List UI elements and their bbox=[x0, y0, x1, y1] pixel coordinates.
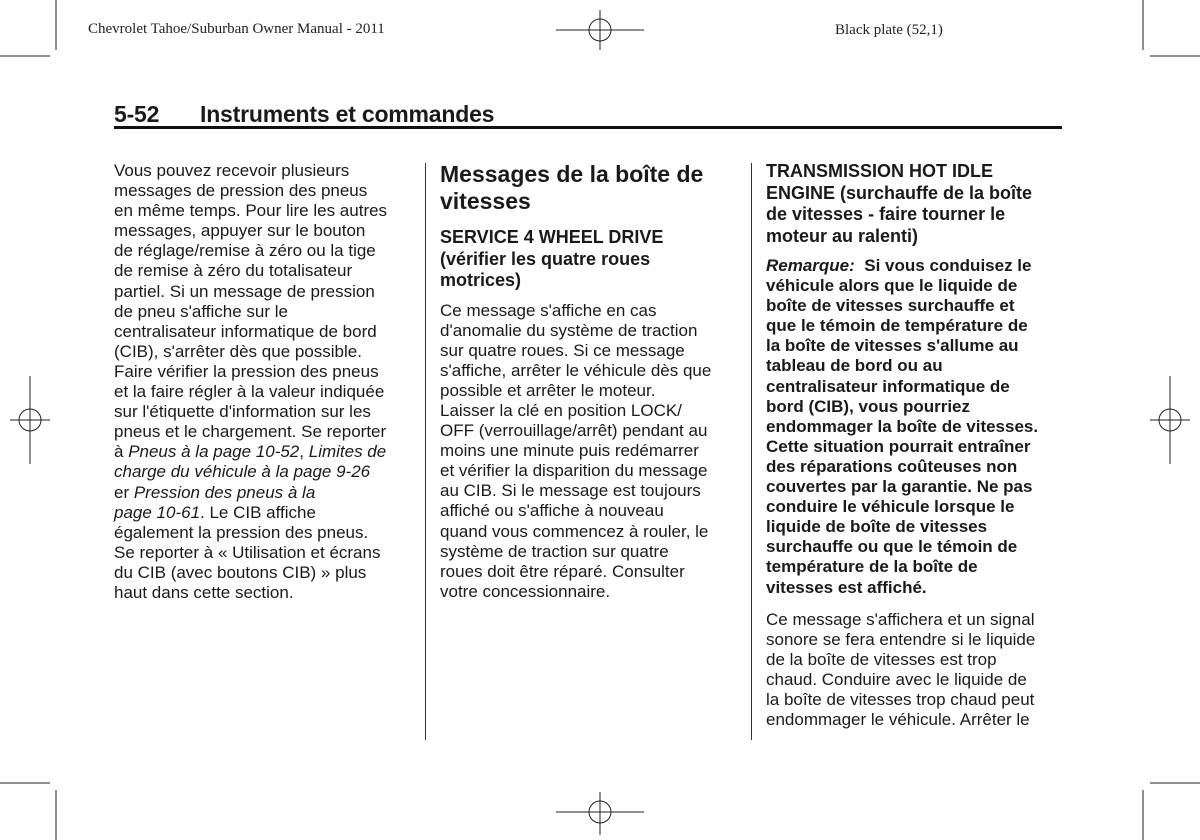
text-line bbox=[114, 442, 414, 462]
text-line: de pneu s'affiche sur le bbox=[114, 301, 288, 321]
notice-line: des réparations coûteuses non bbox=[766, 456, 1018, 476]
text-line: en même temps. Pour lire les autres bbox=[114, 201, 388, 221]
text-line: au CIB. Si le message est toujours bbox=[440, 481, 701, 501]
notice-line: liquide de boîte de vitesses bbox=[766, 517, 988, 537]
notice-line: centralisateur informatique de bbox=[766, 376, 1010, 396]
text-line: quand vous commencez à rouler, le bbox=[440, 521, 709, 541]
notice-line: surchauffe ou que le témoin de bbox=[766, 537, 1018, 557]
registration-mark-bottom bbox=[556, 792, 644, 835]
text-line bbox=[114, 483, 414, 503]
notice-line: couvertes par la garantie. Ne pas bbox=[766, 477, 1033, 497]
plate-label: Black plate (52,1) bbox=[835, 22, 943, 38]
message-heading: de vitesses - faire tourner le bbox=[766, 204, 1006, 224]
link-load-limits-cont[interactable]: charge du véhicule à la page 9-26 bbox=[114, 462, 371, 482]
notice-text: Si vous conduisez le bbox=[864, 256, 1032, 275]
text-fragment: er bbox=[114, 482, 134, 502]
text-line: Vous pouvez recevoir plusieurs bbox=[114, 161, 350, 180]
column-divider bbox=[751, 163, 752, 740]
notice-line: que le témoin de température de bbox=[766, 316, 1028, 336]
text-line: Se reporter à « Utilisation et écrans bbox=[114, 542, 381, 562]
notice-line: bord (CIB), vous pourriez bbox=[766, 396, 970, 416]
text-line: système de traction sur quatre bbox=[440, 541, 669, 561]
section-title: Instruments et commandes bbox=[200, 101, 495, 127]
text-line: moins une minute puis redémarrer bbox=[440, 441, 699, 461]
column-left bbox=[114, 161, 414, 603]
registration-mark-right bbox=[1150, 376, 1190, 464]
notice-line: boîte de vitesses surchauffe et bbox=[766, 296, 1015, 316]
notice-line bbox=[766, 256, 1066, 276]
text-line: pneus et le chargement. Se reporter bbox=[114, 422, 387, 442]
text-line bbox=[114, 503, 414, 523]
column-divider bbox=[425, 163, 426, 740]
column-right bbox=[766, 161, 1066, 730]
notice-line: température de la boîte de bbox=[766, 557, 978, 577]
manual-title: Chevrolet Tahoe/Suburban Owner Manual - 2011 bbox=[88, 21, 385, 37]
link-load-limits[interactable]: Limites de bbox=[308, 442, 387, 462]
notice-line: conduire le véhicule lorsque le bbox=[766, 497, 1015, 517]
link-tire-pressure[interactable]: Pression des pneus à la bbox=[133, 482, 316, 502]
text-line: messages de pression des pneus bbox=[114, 181, 368, 201]
text-line: et la faire régler à la valeur indiquée bbox=[114, 382, 385, 402]
notice-line: vitesses est affiché. bbox=[766, 577, 927, 597]
registration-mark-left bbox=[10, 376, 50, 464]
section-header bbox=[114, 101, 1062, 129]
text-line: Ce message s'affichera et un signal bbox=[766, 609, 1035, 629]
text-line: Ce message s'affiche en cas bbox=[440, 300, 657, 320]
text-line: partiel. Si un message de pression bbox=[114, 281, 375, 301]
text-line: d'anomalie du système de traction bbox=[440, 320, 698, 340]
text-line: la boîte de vitesses trop chaud peut bbox=[766, 689, 1035, 709]
notice-line: Cette situation pourrait entraîner bbox=[766, 436, 1031, 456]
notice-line: endommager la boîte de vitesses. bbox=[766, 416, 1039, 436]
text-line: messages, appuyer sur le bouton bbox=[114, 221, 366, 241]
text-line: votre concessionnaire. bbox=[440, 581, 611, 601]
text-line: et vérifier la disparition du message bbox=[440, 461, 708, 481]
notice-line: la boîte de vitesses s'allume au bbox=[766, 336, 1019, 356]
column-middle bbox=[440, 161, 740, 602]
text-line: chaud. Conduire avec le liquide de bbox=[766, 669, 1027, 689]
text-line: du CIB (avec boutons CIB) » plus bbox=[114, 562, 367, 582]
link-tire-pressure-cont[interactable]: page 10-61 bbox=[114, 502, 201, 522]
text-line: s'affiche, arrêter le véhicule dès que bbox=[440, 360, 712, 380]
message-heading: TRANSMISSION HOT IDLE bbox=[766, 161, 994, 181]
text-line: centralisateur informatique de bord bbox=[114, 321, 377, 341]
text-line: de la boîte de vitesses est trop bbox=[766, 649, 997, 669]
text-line: haut dans cette section. bbox=[114, 582, 294, 602]
text-line: affiché ou s'affiche à nouveau bbox=[440, 501, 664, 521]
text-line bbox=[114, 462, 414, 482]
text-line: endommager le véhicule. Arrêter le bbox=[766, 710, 1030, 730]
message-heading: (vérifier les quatre roues bbox=[440, 248, 651, 269]
page-number: 5-52 bbox=[114, 101, 160, 127]
registration-mark-top bbox=[556, 10, 644, 50]
text-fragment: . Le CIB affiche bbox=[200, 502, 316, 522]
text-fragment: à bbox=[114, 442, 129, 462]
text-line: sur l'étiquette d'information sur les bbox=[114, 402, 371, 422]
text-line: sonore se fera entendre si le liquide bbox=[766, 629, 1036, 649]
message-heading: ENGINE (surchauffe de la boîte bbox=[766, 182, 1033, 203]
text-line: de réglage/remise à zéro ou la tige bbox=[114, 241, 376, 261]
notice-line: tableau de bord ou au bbox=[766, 356, 943, 376]
text-line: OFF (verrouillage/arrêt) pendant au bbox=[440, 421, 708, 441]
subsection-title: Messages de la boîte de bbox=[440, 161, 704, 187]
subsection-title: vitesses bbox=[440, 188, 531, 214]
text-line: Laisser la clé en position LOCK/ bbox=[440, 400, 682, 420]
text-line: (CIB), s'arrêter dès que possible. bbox=[114, 341, 362, 361]
notice-line: véhicule alors que le liquide de bbox=[766, 276, 1018, 296]
text-line: de remise à zéro du totalisateur bbox=[114, 261, 353, 281]
text-line: Faire vérifier la pression des pneus bbox=[114, 361, 379, 381]
message-heading: SERVICE 4 WHEEL DRIVE bbox=[440, 227, 664, 247]
message-heading: moteur au ralenti) bbox=[766, 225, 919, 246]
text-fragment: , bbox=[299, 442, 309, 462]
text-line: possible et arrêter le moteur. bbox=[440, 380, 656, 400]
text-line: sur quatre roues. Si ce message bbox=[440, 340, 685, 360]
text-line: également la pression des pneus. bbox=[114, 522, 369, 542]
notice-label: Remarque: bbox=[766, 256, 855, 275]
link-tires[interactable]: Pneus à la page 10-52 bbox=[128, 442, 300, 462]
text-line: roues doit être réparé. Consulter bbox=[440, 561, 685, 581]
message-heading: motrices) bbox=[440, 270, 522, 290]
